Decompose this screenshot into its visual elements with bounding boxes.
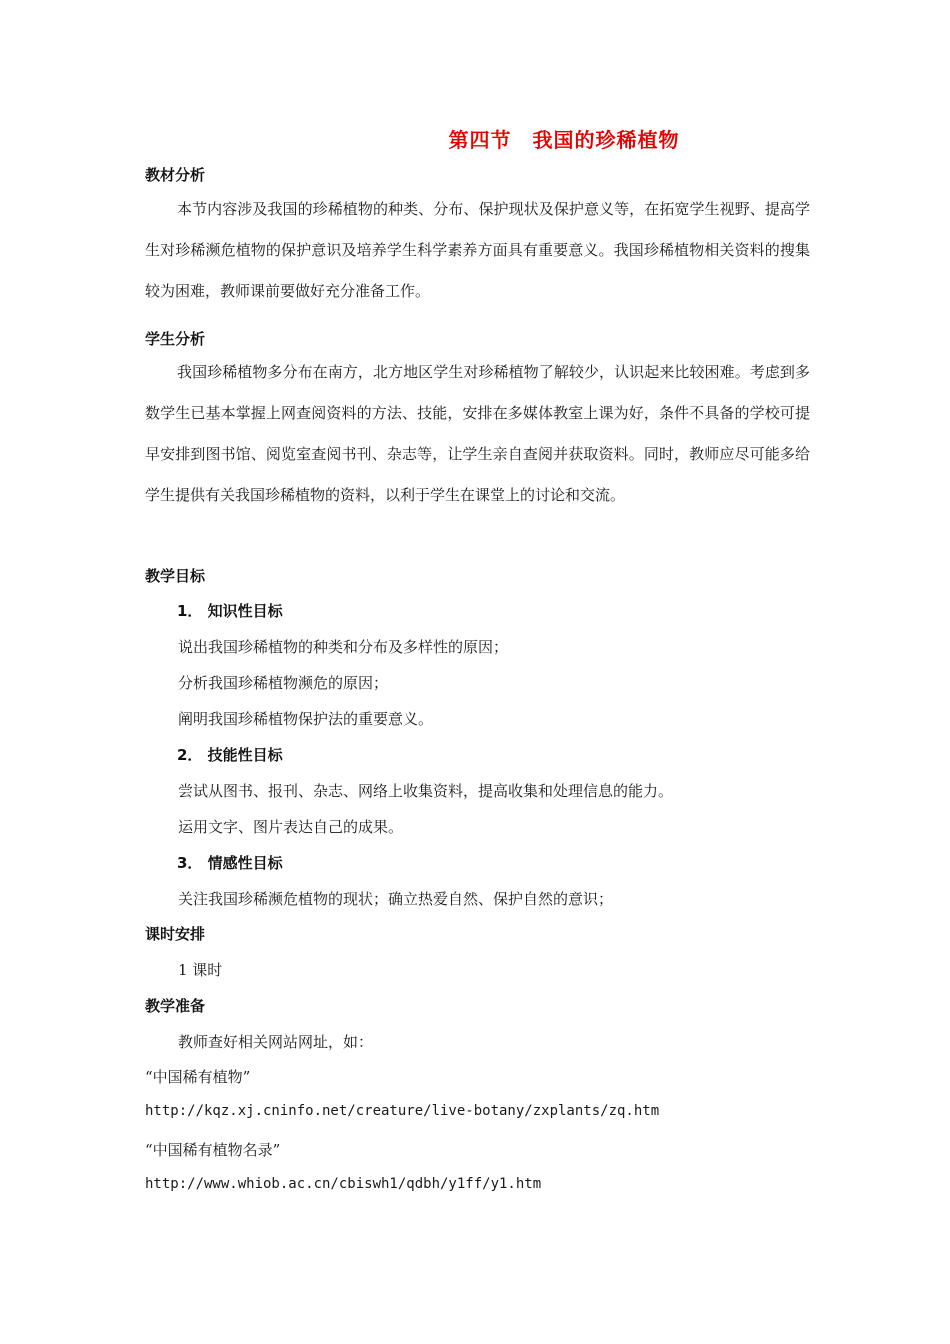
emotion-goal-item: 关注我国珍稀濒危植物的现状；确立热爱自然、保护自然的意识；: [178, 890, 614, 908]
website-url-1[interactable]: http://kqz.xj.cninfo.net/creature/live-botany/zxplants/zq.htm: [145, 1103, 660, 1119]
knowledge-goal-item: 阐明我国珍稀植物保护法的重要意义。: [178, 710, 434, 728]
material-analysis-paragraph: [145, 189, 810, 312]
knowledge-goal-item: 说出我国珍稀植物的种类和分布及多样性的原因；: [178, 638, 509, 656]
skill-goal-item: 尝试从图书、报刊、杂志、网络上收集资料，提高收集和处理信息的能力。: [178, 782, 674, 800]
teaching-prep-intro: 教师查好相关网站网址，如：: [178, 1033, 374, 1051]
heading-class-schedule: 课时安排: [145, 925, 206, 943]
website-name-1: “中国稀有植物”: [145, 1068, 251, 1086]
website-name-2: “中国稀有植物名录”: [145, 1141, 281, 1159]
page-title: 第四节 我国的珍稀植物: [448, 128, 680, 152]
heading-teaching-prep: 教学准备: [145, 997, 206, 1015]
student-analysis-paragraph: [145, 352, 810, 516]
material-analysis-text: 本节内容涉及我国的珍稀植物的种类、分布、保护现状及保护意义等，在拓宽学生视野、提高学生对珍稀濒危植物的保护意识及培养学生科学素养方面具有重要意义。我国珍稀植物相关资料的搜集较为困难，教师课前要做好充分准备工作。: [145, 200, 810, 300]
class-schedule-text: 1 课时: [178, 961, 223, 979]
student-analysis-text: 我国珍稀植物多分布在南方，北方地区学生对珍稀植物了解较少，认识起来比较困难。考虑到多数学生已基本掌握上网查阅资料的方法、技能，安排在多媒体教室上课为好，条件不具备的学校可提早安排到图书馆、阅览室查阅书刊、杂志等，让学生亲自查阅并获取资料。同时，教师应尽可能多给学生提供有关我国珍稀植物的资料，以利于学生在课堂上的讨论和交流。: [145, 363, 810, 504]
emotion-goals-label: 3． 情感性目标: [177, 854, 283, 872]
knowledge-goals-label: 1． 知识性目标: [177, 602, 283, 620]
heading-material-analysis: 教材分析: [145, 166, 206, 184]
skill-goal-item: 运用文字、图片表达自己的成果。: [178, 818, 404, 836]
document-page: [145, 0, 810, 1344]
skill-goals-label: 2． 技能性目标: [177, 746, 283, 764]
heading-teaching-goals: 教学目标: [145, 567, 206, 585]
heading-student-analysis: 学生分析: [145, 330, 206, 348]
knowledge-goal-item: 分析我国珍稀植物濒危的原因；: [178, 674, 389, 692]
website-url-2[interactable]: http://www.whiob.ac.cn/cbiswh1/qdbh/y1ff/y1.htm: [145, 1176, 542, 1192]
